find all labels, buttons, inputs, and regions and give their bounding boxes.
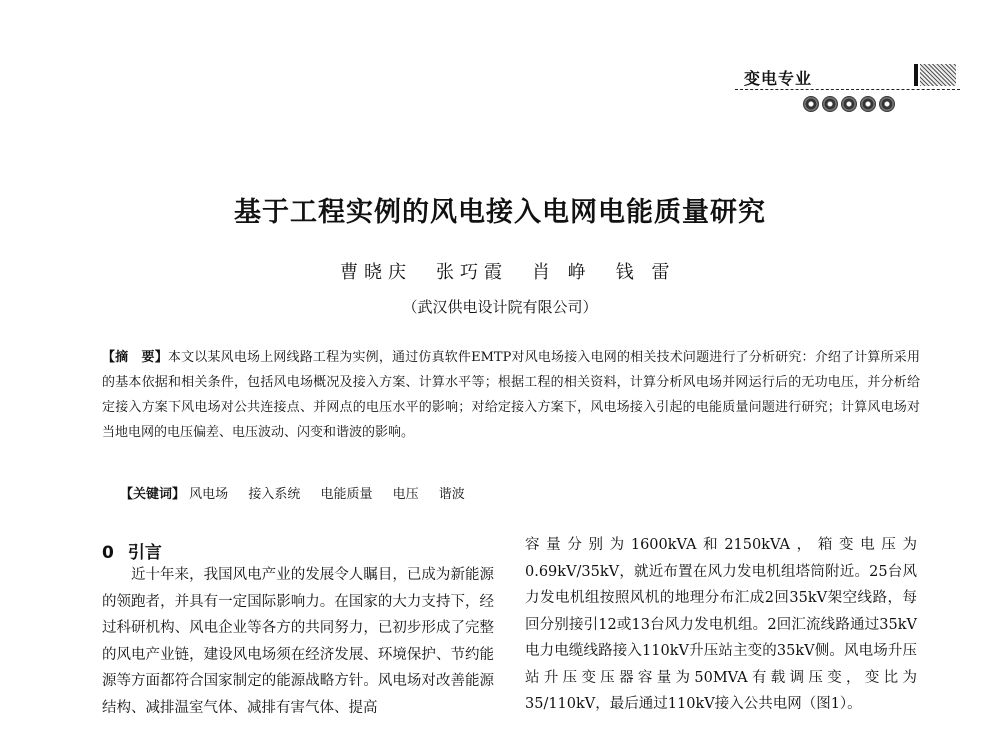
journal-section-label: 变电专业 — [744, 69, 813, 88]
ornament-flower-icon — [841, 96, 857, 112]
author-name: 曹晓庆 — [340, 262, 412, 283]
keyword-item: 风电场 — [189, 487, 229, 502]
author-list — [340, 258, 680, 284]
keyword-item: 接入系统 — [248, 487, 301, 502]
body-right-column: 容量分别为1600kVA和2150kVA，箱变电压为0.69kV/35kV，就近布置在风力发电机组塔筒附近。25台风力发电机组按照风机的地理分布汇成2回35kV架空线路，每回分别接引12或13台风力发电机组。2回汇流线路通过35kV电力电缆线路接入110kV升压站主变的35kV侧。风电场升压站升压变压器容量为50MVA有载调压变，变比为35/110kV，最后通过110kV接入公共电网（图1）。 — [525, 537, 917, 712]
header-divider — [735, 89, 960, 90]
ornament-flower-icon — [860, 96, 876, 112]
abstract-text: 本文以某风电场上网线路工程为实例，通过仿真软件EMTP对风电场接入电网的相关技术问题进行了分析研究：介绍了计算所采用的基本依据和相关条件，包括风电场概况及接入方案、计算水平等；根据工程的相关资料，计算分析风电场并网运行后的无功电压，并分析给定接入方案下风电场对公共连接点、并网点的电压水平的影响；对给定接入方案下，风电场接入引起的电能质量问题进行研究；计算风电场对当地电网的电压偏差、电压波动、闪变和谐波的影响。 — [102, 350, 920, 440]
section-title: 引言 — [127, 543, 162, 563]
paper-title: 基于工程实例的风电接入电网电能质量研究 — [234, 197, 766, 228]
keyword-item: 电能质量 — [320, 487, 373, 502]
author-name: 肖 峥 — [532, 262, 592, 283]
ornament-flower-icon — [803, 96, 819, 112]
ornament-flower-icon — [822, 96, 838, 112]
header-pattern-block — [920, 64, 956, 86]
header-bar-mark — [914, 64, 918, 86]
author-name: 钱 雷 — [615, 262, 676, 283]
keywords — [120, 485, 820, 505]
abstract — [102, 345, 920, 445]
abstract-label: 【摘 要】 — [102, 350, 168, 365]
keyword-item: 电压 — [392, 487, 419, 502]
body-left-column: 近十年来，我国风电产业的发展令人瞩目，已成为新能源的领跑者，并具有一定国际影响力。在国家的大力支持下，经过科研机构、风电企业等各方的共同努力，已初步形成了完整的风电产业链，建设风电场须在经济发展、环境保护、节约能源等方面都符合国家制定的能源战略方针。风电场对改善能源结构、减排温室气体、减排有害气体、提高 — [102, 567, 494, 716]
header-ornament — [803, 96, 895, 112]
keyword-item: 谐波 — [438, 487, 465, 502]
ornament-flower-icon — [879, 96, 895, 112]
author-affiliation: （武汉供电设计院有限公司） — [402, 298, 598, 316]
author-name: 张巧霞 — [436, 262, 508, 283]
section-number: 0 — [102, 543, 114, 563]
keywords-label: 【关键词】 — [120, 487, 186, 502]
section-heading — [102, 538, 162, 563]
